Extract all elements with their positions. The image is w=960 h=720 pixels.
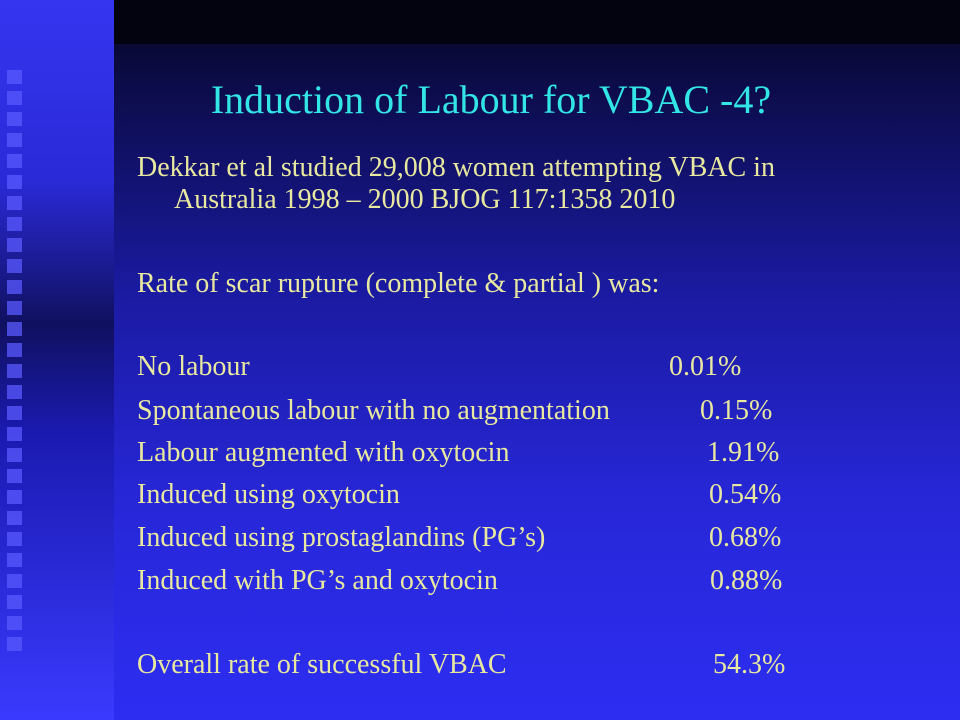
decorative-square — [7, 343, 22, 357]
rupture-row — [137, 477, 837, 513]
rupture-row — [137, 349, 837, 385]
decorative-square — [7, 490, 22, 504]
decorative-square — [7, 616, 22, 630]
row-label: Spontaneous labour with no augmentation — [137, 395, 610, 426]
intro-line-2: Australia 1998 – 2000 BJOG 117:1358 2010 — [174, 184, 676, 215]
decorative-square — [7, 91, 22, 105]
row-label: Induced using oxytocin — [137, 479, 400, 510]
decorative-square — [7, 133, 22, 147]
decorative-square — [7, 469, 22, 483]
decorative-square — [7, 448, 22, 462]
row-label: Induced using prostaglandins (PG’s) — [137, 522, 546, 553]
overall-label: Overall rate of successful VBAC — [137, 649, 507, 680]
decorative-square — [7, 364, 22, 378]
decorative-square — [7, 259, 22, 273]
row-label: No labour — [137, 351, 250, 382]
top-decorative-band — [114, 0, 960, 44]
decorative-square — [7, 406, 22, 420]
overall-value: 54.3% — [713, 649, 786, 680]
decorative-square — [7, 532, 22, 546]
decorative-square — [7, 238, 22, 252]
rupture-row — [137, 435, 837, 471]
decorative-square — [7, 385, 22, 399]
slide-title: Induction of Labour for VBAC -4? — [210, 77, 772, 122]
row-value: 0.15% — [700, 395, 773, 426]
decorative-square — [7, 553, 22, 567]
decorative-square — [7, 595, 22, 609]
decorative-square — [7, 196, 22, 210]
rupture-row — [137, 393, 837, 429]
decorative-square — [7, 322, 22, 336]
decorative-square — [7, 574, 22, 588]
row-value: 0.68% — [709, 522, 782, 553]
row-value: 1.91% — [707, 437, 780, 468]
decorative-squares — [7, 70, 25, 651]
rupture-row — [137, 520, 837, 556]
decorative-square — [7, 70, 22, 84]
row-value: 0.01% — [669, 351, 742, 382]
decorative-square — [7, 175, 22, 189]
decorative-square — [7, 280, 22, 294]
decorative-square — [7, 637, 22, 651]
decorative-square — [7, 154, 22, 168]
row-value: 0.88% — [710, 565, 783, 596]
rupture-row — [137, 563, 837, 599]
decorative-square — [7, 511, 22, 525]
row-label: Labour augmented with oxytocin — [137, 437, 510, 468]
intro-line-1: Dekkar et al studied 29,008 women attempting VBAC in — [137, 152, 775, 183]
intro-paragraph — [137, 152, 927, 216]
row-value: 0.54% — [709, 479, 782, 510]
decorative-square — [7, 301, 22, 315]
decorative-square — [7, 427, 22, 441]
decorative-square — [7, 217, 22, 231]
decorative-square — [7, 112, 22, 126]
overall-row — [137, 647, 837, 683]
rate-heading: Rate of scar rupture (complete & partial ) was: — [137, 268, 660, 299]
row-label: Induced with PG’s and oxytocin — [137, 565, 498, 596]
